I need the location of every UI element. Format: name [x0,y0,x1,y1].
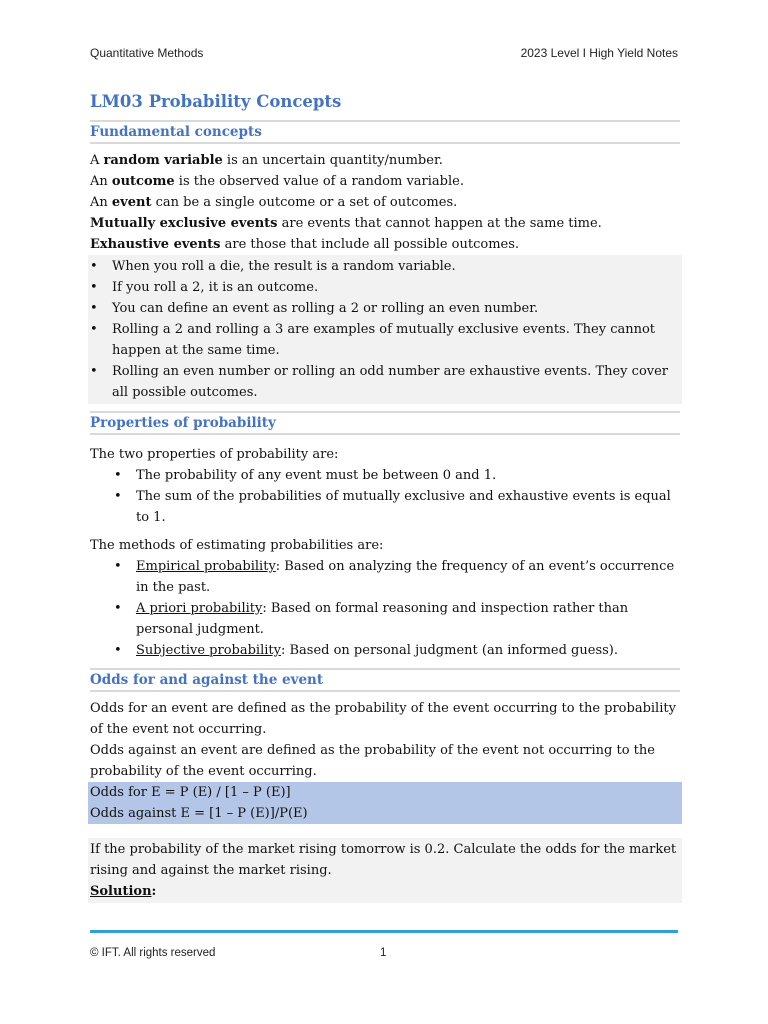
term-bold: Exhaustive events [90,237,221,252]
definition-line: An event can be a single outcome or a set of outcomes. [90,195,458,210]
formula-odds-for: Odds for E = P (E) / [1 – P (E)] [90,785,291,800]
list-item: • Empirical probability: Based on analyzing the frequency of an event’s occurrence in the past. [90,556,680,598]
footer-divider [90,930,678,933]
definition-line: An outcome is the observed value of a random variable. [90,174,464,189]
method-term: Empirical probability [136,559,276,574]
list-item: • Subjective probability: Based on personal judgment (an informed guess). [90,640,680,661]
formula-odds-against: Odds against E = [1 – P (E)]/P(E) [90,806,308,821]
formula-box [88,782,682,824]
list-item: • A priori probability: Based on formal reasoning and inspection rather than personal judgment. [90,598,680,640]
odds-for-definition: Odds for an event are defined as the probability of the event occurring to the probability of the event not occurring. [90,701,676,737]
section-heading-odds: Odds for and against the event [90,668,680,692]
term-bold: Mutually exclusive events [90,216,278,231]
method-term: A priori probability [136,601,263,616]
document-body [90,92,680,903]
list-item: • The probability of any event must be between 0 and 1. [90,465,680,486]
section-heading-fundamental: Fundamental concepts [90,120,680,144]
example-box [88,838,682,903]
odds-against-definition: Odds against an event are defined as the probability of the event not occurring to the probability of the event occurring. [90,743,655,779]
term-bold: random variable [103,153,223,168]
header-edition: 2023 Level I High Yield Notes [520,46,678,60]
page-number: 1 [380,947,387,959]
term-bold: outcome [111,174,175,189]
list-item: • Rolling an even number or rolling an odd number are exhaustive events. They cover all possible outcomes. [90,361,680,403]
methods-intro: The methods of estimating probabilities are: [90,538,384,553]
definition-line: Exhaustive events are those that include all possible outcomes. [90,237,520,252]
definitions-block [90,150,680,255]
list-item: • If you roll a 2, it is an outcome. [90,277,680,298]
term-bold: event [111,195,152,210]
method-term: Subjective probability [136,643,281,658]
page-title: LM03 Probability Concepts [90,92,342,111]
properties-intro: The two properties of probability are: [90,447,339,462]
definition-line: Mutually exclusive events are events that cannot happen at the same time. [90,216,602,231]
examples-box [88,255,682,404]
solution-label: Solution: [90,884,157,899]
example-question: If the probability of the market rising tomorrow is 0.2. Calculate the odds for the market rising and against the market rising. [90,842,677,878]
footer-copyright: © IFT. All rights reserved [90,947,216,959]
header-subject: Quantitative Methods [90,46,204,60]
section-heading-properties: Properties of probability [90,411,680,435]
definition-line: A random variable is an uncertain quantity/number. [90,153,443,168]
list-item: • Rolling a 2 and rolling a 3 are examples of mutually exclusive events. They cannot happen at the same time. [90,319,680,361]
page-header [90,46,678,60]
list-item: • When you roll a die, the result is a random variable. [90,256,680,277]
list-item: • You can define an event as rolling a 2 or rolling an even number. [90,298,680,319]
list-item: • The sum of the probabilities of mutually exclusive and exhaustive events is equal to 1. [90,486,680,528]
